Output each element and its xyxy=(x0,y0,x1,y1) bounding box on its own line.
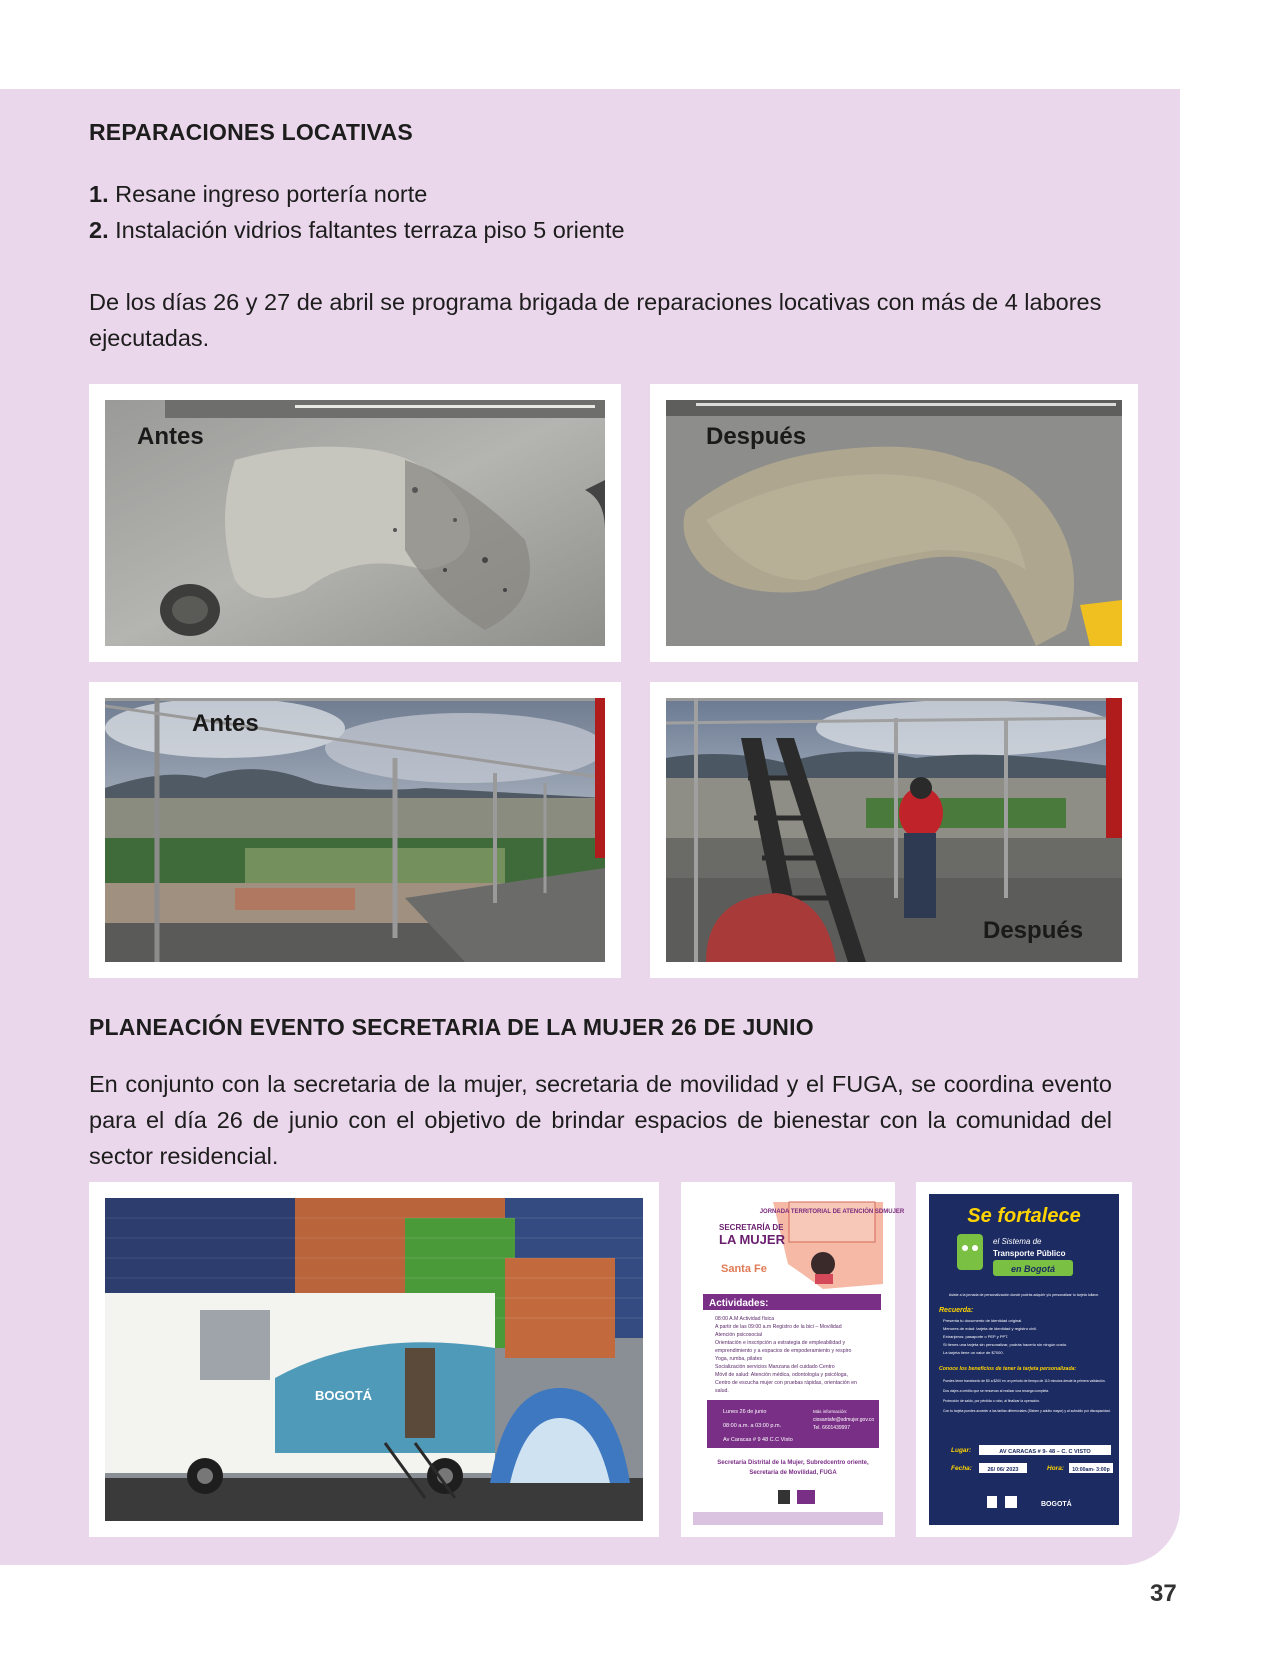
flyer-beneficio-item: Dos viajes a crédito que se renuevan al realizar una recarga completa. xyxy=(943,1389,1050,1393)
list-item-text: Resane ingreso portería norte xyxy=(115,181,428,207)
flyer-activity: Móvil de salud: Atención médica, odontología y psicóloga, xyxy=(715,1372,848,1378)
photo-terrace-before xyxy=(105,698,605,962)
page-number: 37 xyxy=(1150,1580,1177,1607)
flyer-recuerda-item: Menores de edad: tarjeta de identidad y registro civil. xyxy=(943,1326,1037,1331)
bus-brand-text: BOGOTÁ xyxy=(315,1388,373,1403)
flyer-place: Av Caracas # 9 48 C.C Visto xyxy=(723,1437,793,1443)
list-item-2 xyxy=(89,212,625,248)
flyer-fecha: 26/ 06/ 2023 xyxy=(987,1467,1019,1473)
list-item-text: Instalación vidrios faltantes terraza piso 5 oriente xyxy=(115,217,625,243)
flyer-logo-top: SECRETARÍA DE xyxy=(719,1223,784,1232)
flyer-locality: Santa Fe xyxy=(721,1263,767,1275)
flyer-lugar-label: Lugar: xyxy=(951,1447,972,1454)
movilidad-logo-icon xyxy=(1005,1496,1017,1508)
flyer-recuerda-item: La tarjeta tiene un valor de $7000. xyxy=(943,1350,1004,1355)
flyer-phone: Tel. 6601439997 xyxy=(813,1425,850,1431)
label-after: Después xyxy=(983,917,1084,944)
list-item-1 xyxy=(89,176,427,212)
label-before: Antes xyxy=(137,423,204,450)
card-mascot-icon xyxy=(957,1234,983,1270)
flyer-transporte-publico xyxy=(929,1194,1119,1525)
paragraph-evento: En conjunto con la secretaria de la mujer, secretaria de movilidad y el FUGA, se coordina evento para el día 26 de junio con el objetivo de brindar espacios de bienestar con la comunidad del sector residencial. xyxy=(89,1071,1112,1169)
flyer-intro: Asiste a la jornada de personalización donde podrás adquirir y/o personalizar tu tarjeta tullave. xyxy=(948,1293,1100,1297)
list-item-number: 2. xyxy=(89,217,109,243)
flyer-brand: BOGOTÁ xyxy=(1041,1501,1072,1508)
flyer-beneficios: Conoce los beneficios de tener la tarjeta personalizada: xyxy=(939,1366,1077,1372)
flyer-activity: Centro de escucha mujer con pruebas rápidas, orientación en xyxy=(715,1380,857,1386)
flyer-recuerda-item: Extranjeros: pasaporte o PEP y PPT. xyxy=(943,1334,1009,1339)
flyer-activity: salud. xyxy=(715,1388,729,1394)
label-before: Antes xyxy=(192,710,259,737)
list-item-number: 1. xyxy=(89,181,109,207)
flyer-sub2: Transporte Público xyxy=(993,1249,1066,1258)
photo-mobile-unit xyxy=(105,1198,643,1521)
flyer-footer-1: Secretaría Distrital de la Mujer, Subredcentro oriente, xyxy=(717,1460,869,1466)
section-heading-reparaciones: REPARACIONES LOCATIVAS xyxy=(89,119,413,145)
flyer-footer-2: Secretaría de Movilidad, FUGA xyxy=(749,1470,837,1476)
alcaldia-logo-icon xyxy=(778,1490,790,1504)
flyer-beneficio-item: Con tu tarjeta puedes acceder a las tarifas diferenciales (Sisben y adulto mayor) y al subsidio por discapacidad. xyxy=(943,1409,1111,1413)
flyer-hora-label: Hora: xyxy=(1047,1465,1064,1472)
label-after: Después xyxy=(706,423,807,450)
flyer-beneficio-item: Puedes tener transbordo de $0 a $200 en un periodo de tiempo de 110 minutos desde la primera validación. xyxy=(943,1379,1106,1383)
flyer-lugar: AV CARACAS # 9- 48 – C. C VISTO xyxy=(999,1449,1091,1455)
mujer-logo-icon xyxy=(797,1490,815,1504)
flyer-secretaria-mujer xyxy=(693,1194,905,1525)
paragraph-reparaciones: De los días 26 y 27 de abril se programa brigada de reparaciones locativas con más de 4 labores ejecutadas. xyxy=(89,289,1102,351)
flyer-activity: emprendimiento y a espacios de empoderamiento y respiro xyxy=(715,1348,852,1354)
flyer-jornada-text: JORNADA TERRITORIAL DE ATENCIÓN SDMUJER xyxy=(759,1209,905,1215)
flyer-beneficio-item: Protección de saldo, por pérdida o robo, al finalizar la operación. xyxy=(943,1399,1040,1403)
flyer-recuerda-item: Si tienes una tarjeta sin personalizar, podrás hacerlo sin ningún costo. xyxy=(943,1342,1068,1347)
flyer-activity: Socialización servicios Manzana del cuidado Centro xyxy=(715,1364,835,1370)
flyer-activity: Yoga, rumba, pilates xyxy=(715,1356,763,1362)
flyer-email: ciosantafe@sdmujer.gov.co xyxy=(813,1417,875,1423)
flyer-title: Se fortalece xyxy=(967,1205,1081,1227)
flyer-fecha-label: Fecha: xyxy=(951,1465,972,1472)
flyer-activity: A partir de las 09:00 a.m Registro de la bici – Movilidad xyxy=(715,1324,842,1330)
flyer-date: Lunes 26 de junio xyxy=(723,1409,767,1415)
flyer-activity: 08:00 A.M Actividad física xyxy=(715,1316,775,1322)
flyer-sub1: el Sistema de xyxy=(993,1237,1042,1246)
flyer-recuerda: Recuerda: xyxy=(939,1307,974,1314)
section-heading-evento: PLANEACIÓN EVENTO SECRETARIA DE LA MUJER 26 DE JUNIO xyxy=(89,1014,814,1040)
flyer-recuerda-item: Presenta tu documento de identidad original. xyxy=(943,1318,1023,1323)
flyer-activities-title: Actividades: xyxy=(709,1298,769,1309)
flyer-activity: Atención psicosocial xyxy=(715,1332,763,1338)
flyer-hora: 10:00am- 3:00p xyxy=(1072,1467,1110,1473)
flyer-sub3: en Bogotá xyxy=(1011,1264,1055,1274)
flyer-logo-bottom: LA MUJER xyxy=(719,1232,785,1247)
alcaldia-logo-icon xyxy=(987,1496,997,1508)
flyer-time: 08:00 a.m. a 03:00 p.m. xyxy=(723,1423,782,1429)
flyer-activity: Orientación e inscripción a estrategia de empleabilidad y xyxy=(715,1340,846,1346)
flyer-info-label: Más información: xyxy=(813,1409,848,1414)
